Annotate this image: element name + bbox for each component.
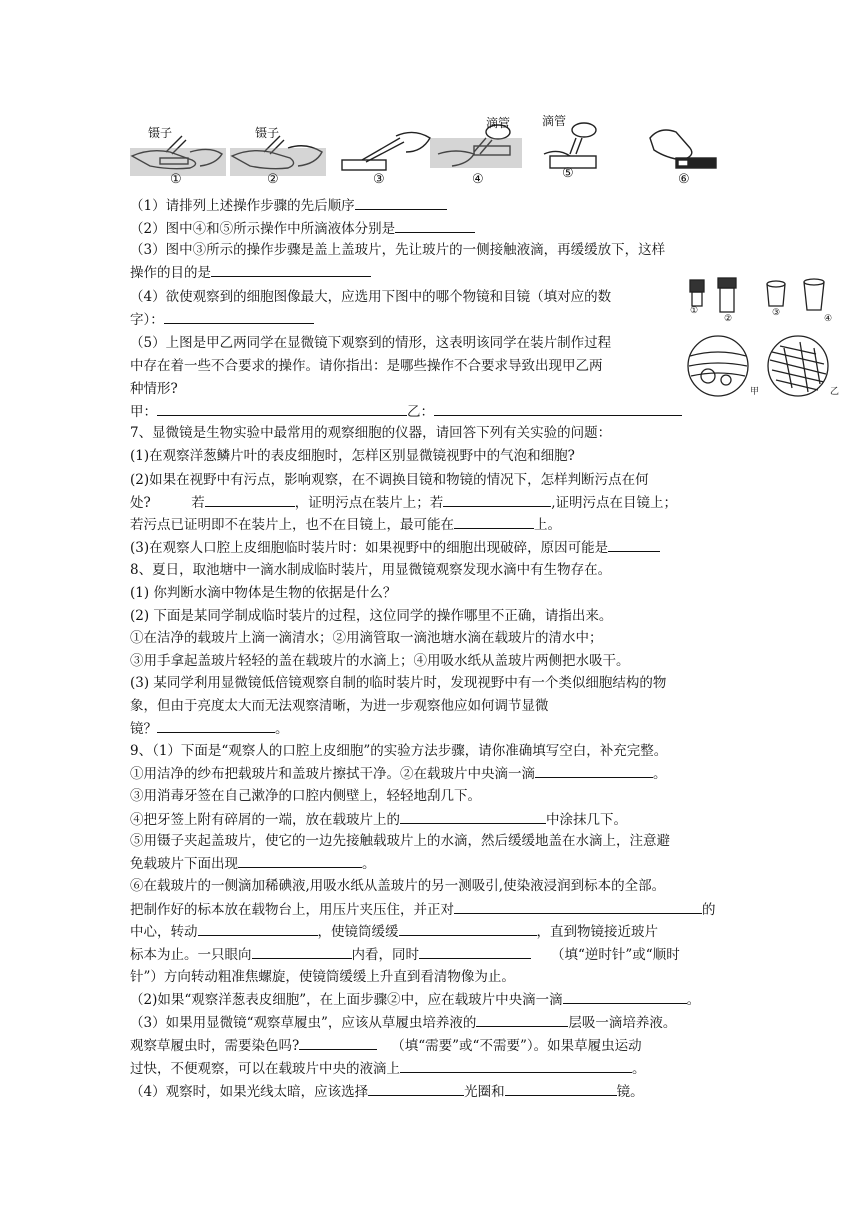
- text-line: （5）上图是甲乙两同学在显微镜下观察到的情形，这表明该同学在装片制作过程: [130, 335, 612, 351]
- text-line: 观察草履虫时，需要染色吗? （填“需要”或“不需要”）。如果草履虫运动: [130, 1035, 740, 1056]
- step-number-1: ①: [170, 172, 182, 187]
- lens-number-4: ④: [824, 314, 833, 324]
- lens-number-3: ③: [772, 308, 781, 318]
- tweezers-label-1: 镊子: [148, 126, 173, 140]
- text-line: （1）请排列上述操作步骤的先后顺序: [130, 195, 740, 216]
- question-7-title: 7、显微镜是生物实验中最常用的观察细胞的仪器，请回答下列有关实验的问题：: [130, 425, 612, 441]
- question-9-title: 9、（1）下面是“观察人的口腔上皮细胞”的实验方法步骤，请你准确填写空白，补充完整。: [130, 743, 668, 759]
- step-number-4: ④: [472, 172, 484, 187]
- text-line: (2)如果在视野中有污点，影响观察，在不调换目镜和物镜的情况下，怎样判断污点在何: [130, 472, 649, 488]
- text-line: 中心，转动 ，使镜筒缓缓 ，直到物镜接近玻片: [130, 921, 740, 942]
- text-line: (3) 某同学利用显微镜低倍镜观察自制的临时装片时，发现视野中有一个类似细胞结构的物: [130, 675, 667, 691]
- text-line: 免载玻片下面出现 。: [130, 853, 740, 874]
- text-line: 若污点已证明即不在装片上，也不在目镜上，最可能在 上。: [130, 514, 740, 535]
- text-line: （3）如果用显微镜“观察草履虫”，应该从草履虫培养液的 层吸一滴培养液。: [130, 1012, 740, 1033]
- view-label-yi: 乙: [830, 387, 840, 397]
- step-number-3: ③: [373, 172, 385, 187]
- text-line: ③用消毒牙签在自己漱净的口腔内侧壁上，轻轻地刮几下。: [130, 788, 481, 804]
- text-line: 处? 若 ，证明污点在装片上；若 ,证明污点在目镜上；: [130, 492, 740, 513]
- text-line: 象，但由于亮度太大而无法观察清晰，为进一步观察他应如何调节显微: [130, 698, 549, 714]
- text-line: (2) 下面是某同学制成临时装片的过程，这位同学的操作哪里不正确，请指出来。: [130, 608, 613, 624]
- text-line: （3）图中③所示的操作步骤是盖上盖玻片，先让玻片的一侧接触液滴，再缓缓放下，这样: [130, 242, 666, 258]
- text-line: 甲： 乙：: [130, 401, 740, 422]
- text-line: 种情形?: [130, 381, 178, 397]
- dropper-label-2: 滴管: [542, 114, 567, 128]
- text-line: 标本为止。一只眼向 内看，同时 （填“逆时针”或“顺时: [130, 944, 740, 965]
- dropper-label-1: 滴管: [486, 116, 511, 130]
- text-line: ③用手拿起盖玻片轻轻的盖在载玻片的水滴上；④用吸水纸从盖玻片两侧把水吸干。: [130, 653, 630, 669]
- text-line: ①用洁净的纱布把载玻片和盖玻片擦拭干净。②在载玻片中央滴一滴 。: [130, 763, 740, 784]
- text-line: （4）观察时，如果光线太暗，应该选择 光圈和 镜。: [130, 1081, 740, 1102]
- text-line: 字）：: [130, 309, 740, 330]
- tweezers-label-2: 镊子: [255, 126, 280, 140]
- text-line: 中存在着一些不合要求的操作。请你指出：是哪些操作不合要求导致出现甲乙两: [130, 358, 603, 374]
- question-8-title: 8、夏日，取池塘中一滴水制成临时装片，用显微镜观察发现水滴中有生物存在。: [130, 562, 612, 578]
- procedure-drawing: [130, 108, 720, 190]
- text-line: 操作的目的是: [130, 262, 740, 283]
- step-number-2: ②: [267, 172, 279, 187]
- text-line: (1) 你判断水滴中物体是生物的依据是什么？: [130, 585, 397, 601]
- text-line: (1)在观察洋葱鳞片叶的表皮细胞时，怎样区别显微镜视野中的气泡和细胞?: [130, 448, 575, 464]
- text-line: 镜？ 。: [130, 718, 740, 739]
- text-line: （2）图中④和⑤所示操作中所滴液体分别是: [130, 218, 740, 239]
- lens-number-1: ①: [690, 306, 699, 316]
- text-line: 过快，不便观察，可以在载玻片中央的液滴上 。: [130, 1058, 740, 1079]
- text-line: 把制作好的标本放在载物台上，用压片夹压住，并正对 的: [130, 899, 740, 920]
- lens-number-2: ②: [724, 314, 733, 324]
- text-line: ⑥在载玻片的一侧滴加稀碘液,用吸水纸从盖玻片的另一测吸引,使染液浸润到标本的全部。: [130, 878, 666, 894]
- procedure-illustration: [130, 108, 720, 190]
- text-line: （2)如果“观察洋葱表皮细胞”，在上面步骤②中，应在载玻片中央滴一滴 。: [130, 989, 740, 1010]
- step-number-5: ⑤: [562, 166, 574, 181]
- text-line: ①在洁净的载玻片上滴一滴清水；②用滴管取一滴池塘水滴在载玻片的清水中；: [130, 630, 603, 646]
- text-line: ④把牙签上附有碎屑的一端，放在载玻片上的 中涂抹几下。: [130, 809, 740, 830]
- text-line: （4）欲使观察到的细胞图像最大，应选用下图中的哪个物镜和目镜（填对应的数: [130, 289, 612, 305]
- text-line: 针”）方向转动粗准焦螺旋，使镜筒缓缓上升直到看清物像为止。: [130, 969, 515, 985]
- step-number-6: ⑥: [678, 172, 690, 187]
- view-label-jia: 甲: [750, 387, 760, 397]
- text-line: ⑤用镊子夹起盖玻片，使它的一边先接触载玻片上的水滴，然后缓缓地盖在水滴上，注意避: [130, 833, 670, 849]
- text-line: (3)在观察人口腔上皮细胞临时装片时：如果视野中的细胞出现破碎，原因可能是: [130, 537, 740, 558]
